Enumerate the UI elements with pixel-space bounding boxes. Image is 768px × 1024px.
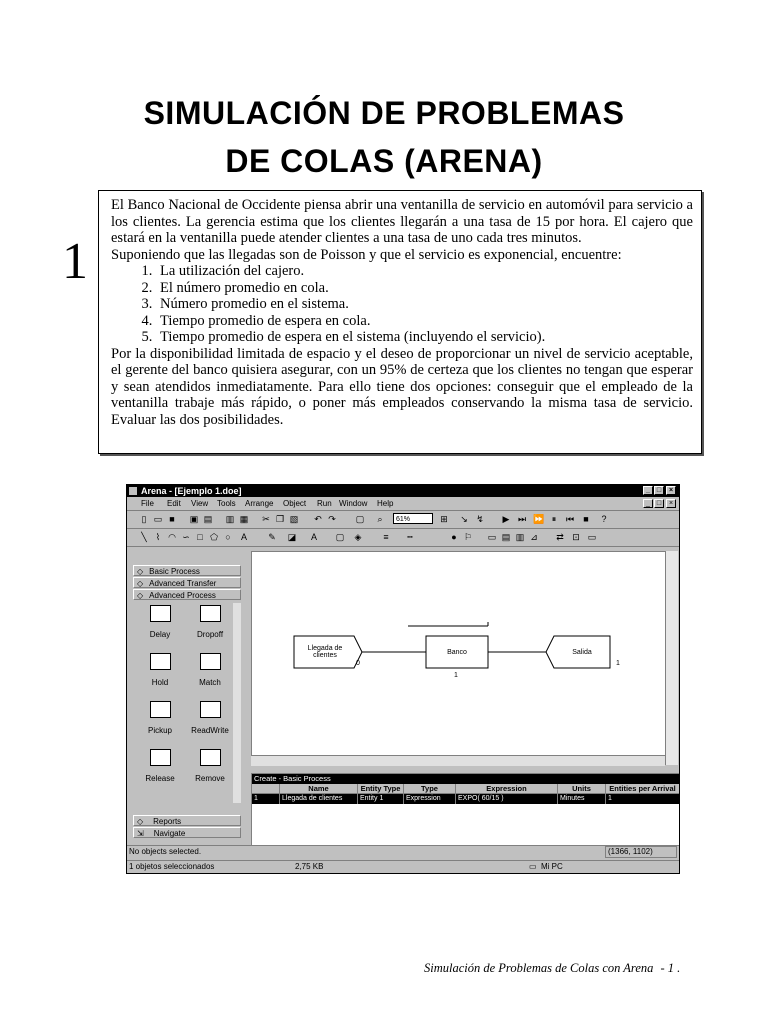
reports-icon: ◇ [137, 817, 144, 826]
arc-icon[interactable]: ◠ [168, 532, 176, 542]
computer-icon: ▭ [529, 862, 537, 871]
cell-entity-type[interactable]: Entity 1 [358, 794, 404, 804]
menu-help[interactable]: Help [377, 499, 394, 508]
start-over-icon[interactable]: ⏮ [565, 514, 575, 524]
dispose-module-label[interactable]: Salida [572, 648, 592, 656]
cell-name[interactable]: Llegada de clientes [280, 794, 358, 804]
module-label: Release [145, 774, 175, 783]
menu-run[interactable]: Run [317, 499, 332, 508]
spreadsheet-view [251, 773, 680, 849]
problem-closing: Por la disponibilidad limitada de espacio y el deseo de proporcionar un nivel de servicio aceptable, el gerente del banco quisiera asegurar, con un 95% de certeza que los clientes no tengan que esperar y sean atendidos inmediatamente. Para ello tiene dos opciones: conseguir que el empleado de la ventanilla trabaje más rápido, o poner más empleados conservando la misma tasa de servicio. Evaluar las dos posibilidades. [111, 345, 693, 428]
step-icon[interactable]: ⏭ [517, 514, 527, 524]
problem-box [98, 190, 702, 454]
row-number: 1 [252, 794, 280, 804]
pause-icon[interactable]: ⏸ [551, 514, 557, 524]
bezier-icon[interactable]: ∽ [182, 532, 190, 542]
paste-icon[interactable]: ▧ [289, 514, 299, 524]
question-item: 2. El número promedio en cola. [156, 280, 693, 297]
diamond-icon: ◇ [137, 579, 144, 588]
module-delay[interactable] [139, 605, 181, 639]
canvas-vscrollbar[interactable] [665, 551, 678, 765]
arena-screenshot [126, 484, 680, 874]
column-header[interactable]: Entity Type [358, 784, 404, 794]
box-icon[interactable]: □ [197, 532, 203, 542]
menu-edit[interactable]: Edit [167, 499, 181, 508]
ellipse-icon[interactable]: ○ [225, 532, 231, 542]
panel-label: Navigate [153, 829, 186, 838]
histogram-icon[interactable]: ▥ [515, 532, 525, 542]
copy-icon[interactable]: ❐ [275, 514, 285, 524]
spreadsheet-header: Create - Basic Process [252, 774, 680, 784]
close-button[interactable]: × [666, 486, 676, 495]
draw-toolbar [127, 529, 679, 547]
file-size: 2,75 KB [295, 862, 324, 871]
fill-color-icon[interactable]: ◪ [287, 532, 297, 542]
panel-label: Advanced Transfer [149, 579, 217, 588]
help-pointer-icon[interactable]: ? [601, 514, 607, 524]
panel-label: Advanced Process [149, 591, 216, 600]
line-icon[interactable]: ╲ [141, 532, 147, 542]
page-number: - 1 . [660, 961, 681, 975]
stop-icon[interactable]: ■ [583, 514, 589, 524]
column-header[interactable]: Expression [456, 784, 558, 794]
create-module-label[interactable]: Llegada de clientes [307, 645, 343, 659]
cell-units[interactable]: Minutes [558, 794, 606, 804]
polyline-icon[interactable]: ⌇ [155, 532, 161, 542]
column-header[interactable]: Type [404, 784, 456, 794]
view-all-icon[interactable]: ▢ [355, 514, 365, 524]
open-icon[interactable]: ▭ [153, 514, 163, 524]
module-remove[interactable] [189, 749, 231, 783]
panel-advanced-process[interactable] [133, 589, 241, 600]
create-counter: 0 [356, 660, 360, 667]
zoom-select[interactable]: 61% [393, 513, 433, 524]
plot-icon[interactable]: ⊿ [530, 532, 538, 542]
fill-pattern-icon[interactable]: ◈ [354, 532, 362, 542]
polygon-icon[interactable]: ⬠ [210, 532, 218, 542]
selection-count: 1 objetos seleccionados [129, 862, 215, 871]
variable-icon[interactable]: ▭ [487, 532, 497, 542]
connect-icon[interactable]: ↘ [460, 514, 468, 524]
menu-view[interactable]: View [191, 499, 209, 508]
page-footer [424, 961, 680, 976]
problem-intro: El Banco Nacional de Occidente piensa abrir una ventanilla de servicio en automóvil para servicio a los clientes. La gerencia estima que los clientes llegarán a una tasa de 15 por hora. El cajero que estará en la ventanilla puede atender clientes a una tasa de uno cada tres minutos. [111, 197, 693, 246]
module-release[interactable] [139, 749, 181, 783]
minimize-button[interactable]: _ [643, 486, 653, 495]
panel-advanced-transfer[interactable] [133, 577, 241, 588]
diamond-icon: ◇ [137, 567, 144, 576]
row-header-corner [252, 784, 280, 794]
panel-navigate[interactable] [133, 827, 241, 838]
project-bar [129, 551, 243, 841]
cell-entities-per-arrival[interactable]: 1 [606, 794, 680, 804]
resource-icon[interactable]: ⚐ [463, 532, 473, 542]
fast-forward-icon[interactable]: ⏩ [533, 514, 545, 524]
problem-number: 1 [62, 233, 88, 290]
panel-scrollbar[interactable] [233, 603, 241, 803]
status-coordinates: (1366, 1102) [605, 846, 677, 858]
title-line-2: DE COLAS (ARENA) [225, 143, 543, 179]
panel-label: Reports [153, 817, 182, 826]
cell-expression[interactable]: EXPO( 60/15 ) [456, 794, 558, 804]
module-label: ReadWrite [191, 726, 229, 735]
print-icon[interactable]: ▥ [225, 514, 235, 524]
diamond-icon: ◇ [137, 591, 144, 600]
undo-icon[interactable]: ↶ [314, 514, 322, 524]
question-item: 3. Número promedio en el sistema. [156, 296, 693, 313]
module-label: Pickup [147, 726, 172, 735]
line-width-icon[interactable]: ≡ [383, 532, 389, 542]
new-icon[interactable]: ▯ [141, 514, 147, 524]
location-label: Mi PC [541, 862, 563, 871]
status-bar [127, 845, 679, 858]
station-icon[interactable]: ⊡ [572, 532, 580, 542]
question-list [111, 263, 693, 346]
module-hold[interactable] [139, 653, 181, 687]
save-icon[interactable]: ■ [169, 514, 175, 524]
cell-type[interactable]: Expression [404, 794, 456, 804]
model-canvas[interactable] [251, 551, 667, 757]
module-label: Dropoff [196, 630, 224, 639]
window-titlebar [127, 485, 679, 497]
smart-connect-icon[interactable]: ↯ [476, 514, 484, 524]
line-style-icon[interactable]: ┅ [407, 532, 413, 542]
text-icon[interactable]: A [240, 532, 247, 542]
problem-assumption: Suponiendo que las llegadas son de Poisson y que el servicio es exponencial, encuentre: [111, 246, 622, 263]
segment-icon[interactable]: ▭ [587, 532, 597, 542]
navigate-icon: ⇲ [137, 829, 144, 838]
process-module-label[interactable]: Banco [447, 648, 467, 656]
dispose-counter: 1 [616, 660, 620, 667]
doc-close-button[interactable]: × [666, 499, 676, 508]
line-color-icon[interactable]: ✎ [268, 532, 276, 542]
question-item: 5. Tiempo promedio de espera en el sistema (incluyendo el servicio). [156, 329, 693, 346]
column-header[interactable]: Units [558, 784, 606, 794]
standard-toolbar [127, 511, 679, 529]
module-readwrite[interactable] [189, 701, 231, 735]
module-dropoff[interactable] [189, 605, 231, 639]
question-item: 1. La utilización del cajero. [156, 263, 693, 280]
level-icon[interactable]: ▤ [501, 532, 511, 542]
maximize-button[interactable]: □ [654, 486, 664, 495]
menu-file[interactable]: File [141, 499, 154, 508]
explorer-status-bar [127, 860, 679, 874]
app-icon [129, 487, 137, 495]
doc-minimize-button[interactable]: _ [643, 499, 653, 508]
question-item: 4. Tiempo promedio de espera en cola. [156, 313, 693, 330]
text-color-icon[interactable]: A [310, 532, 317, 542]
panel-reports[interactable] [133, 815, 241, 826]
module-match[interactable] [189, 653, 231, 687]
route-icon[interactable]: ⇄ [556, 532, 564, 542]
module-label: Delay [149, 630, 171, 639]
menu-window[interactable]: Window [339, 499, 368, 508]
cut-icon[interactable]: ✂ [262, 514, 270, 524]
window-bg-icon[interactable]: ▢ [335, 532, 345, 542]
menu-tools[interactable]: Tools [217, 499, 236, 508]
template-attach-icon[interactable]: ▣ [189, 514, 199, 524]
column-header[interactable]: Entities per Arrival [606, 784, 680, 794]
menu-arrange[interactable]: Arrange [245, 499, 274, 508]
template-detach-icon[interactable]: ▤ [203, 514, 213, 524]
module-label: Remove [195, 774, 225, 783]
zoom-icon[interactable]: ⌕ [377, 514, 383, 524]
module-label: Hold [151, 678, 169, 687]
column-header[interactable]: Name [280, 784, 358, 794]
window-title: Arena - [Ejemplo 1.doe] [141, 486, 242, 496]
play-icon[interactable]: ▶ [502, 514, 510, 524]
process-counter: 1 [454, 672, 458, 679]
module-pickup[interactable] [139, 701, 181, 735]
panel-label: Basic Process [149, 567, 200, 576]
menu-object[interactable]: Object [283, 499, 307, 508]
module-label: Match [199, 678, 221, 687]
queue-icon[interactable]: ● [451, 532, 457, 542]
redo-icon[interactable]: ↷ [328, 514, 336, 524]
title-line-1: SIMULACIÓN DE PROBLEMAS [143, 95, 625, 131]
canvas-hscrollbar[interactable] [251, 755, 665, 766]
status-text: No objects selected. [129, 847, 202, 856]
doc-restore-button[interactable]: □ [654, 499, 664, 508]
print-preview-icon[interactable]: ▦ [239, 514, 249, 524]
layers-icon[interactable]: ⊞ [440, 514, 448, 524]
panel-basic-process[interactable] [133, 565, 241, 576]
footer-text: Simulación de Problemas de Colas con Arena [424, 961, 654, 975]
menu-bar [127, 497, 679, 511]
